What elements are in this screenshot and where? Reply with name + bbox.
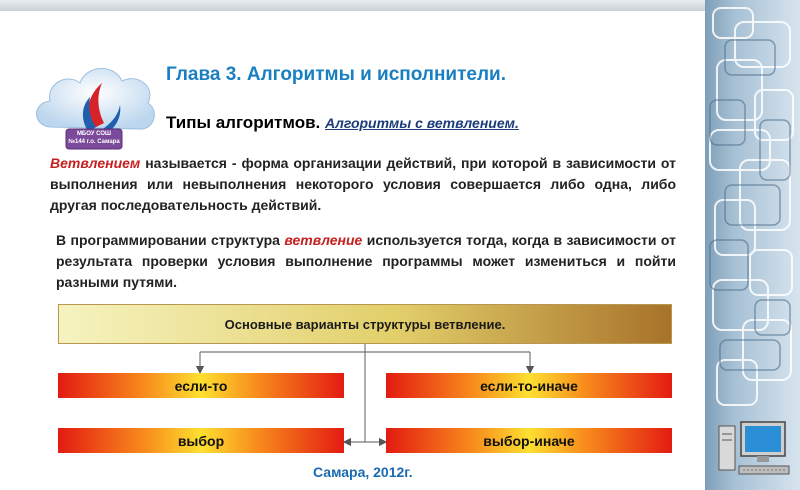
programming-text-after: используется тогда, когда в зависимости от результата проверки условия выполнение программы может измениться и пойти разными путями. xyxy=(56,232,676,290)
definition-term: Ветвлением xyxy=(50,155,141,171)
computer-icon xyxy=(717,420,793,484)
chapter-title: Глава 3. Алгоритмы и исполнители. xyxy=(166,64,507,85)
variant-choice-else: выбор-иначе xyxy=(386,428,672,453)
circuit-pattern xyxy=(705,0,800,490)
programming-term: ветвление xyxy=(284,232,363,248)
footer-caption: Самара, 2012г. xyxy=(313,464,413,480)
logo-line-1: МБОУ СОШ xyxy=(76,131,112,137)
logo-line-2: №144 г.о. Самара xyxy=(68,139,120,145)
definition-text: называется - форма организации действий, при которой в зависимости от выполнения или невыполнения некоторого условия совершается либо одна, либо другая последовательность действий. xyxy=(50,155,676,213)
subtitle-main: Типы алгоритмов. xyxy=(166,113,321,132)
subtitle-accent: Алгоритмы с ветвлением. xyxy=(325,115,519,131)
variant-if-then-else: если-то-иначе xyxy=(386,373,672,398)
diagram-header: Основные варианты структуры ветвление. xyxy=(58,304,672,344)
programming-text-before: В программировании структура xyxy=(56,232,285,248)
variant-if-then: если-то xyxy=(58,373,344,398)
variant-choice: выбор xyxy=(58,428,344,453)
decorative-side-panel xyxy=(705,0,800,490)
